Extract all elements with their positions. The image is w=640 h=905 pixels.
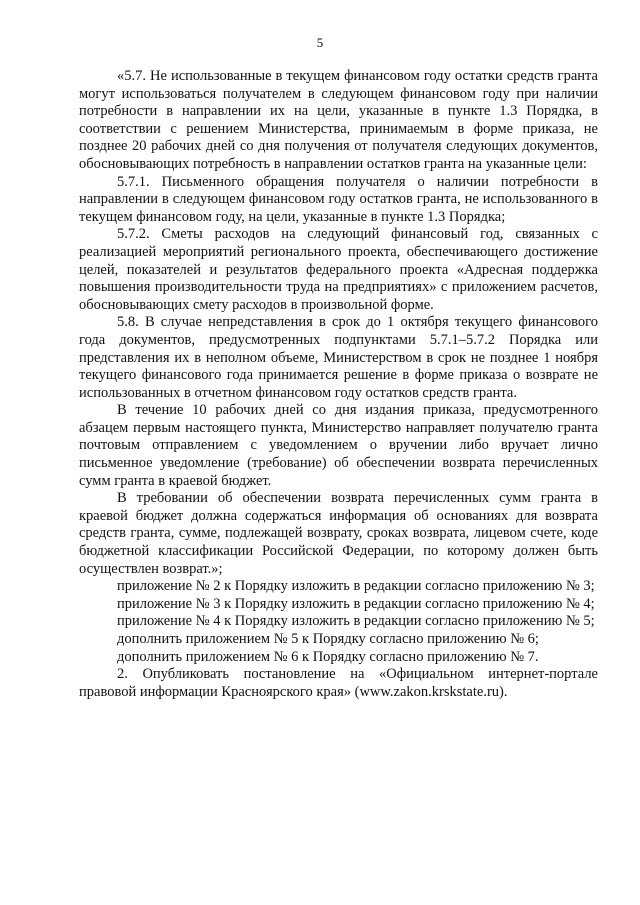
paragraph-5-7-1: 5.7.1. Письменного обращения получателя о наличии потребности в направлении в следующем финансовом году остатков гранта, не использованного в текущем финансовом году, на цели, указанные в пункте 1.3 Порядка; bbox=[79, 173, 598, 225]
paragraph-requirement: В требовании об обеспечении возврата перечисленных сумм гранта в краевой бюджет должна содержаться информация об основаниях для возврата средств гранта, сумме, подлежащей возврату, сроках возврата, лицевом счете, коде бюджетной классификации Российской Федерации, по которому должен быть осуществлен возврат.»; bbox=[79, 490, 598, 577]
paragraph-appendix-2: приложение № 2 к Порядку изложить в редакции согласно приложению № 3; bbox=[117, 578, 595, 595]
paragraph-notice: В течение 10 рабочих дней со дня издания приказа, предусмотренного абзацем первым настоящего пункта, Министерство направляет получателю гранта почтовым отправлением с уведомлением о вручении либо вручает лично письменное уведомление (требование) об обеспечении возврата перечисленных сумм гранта в краевой бюджет. bbox=[79, 402, 598, 489]
paragraph-5-8: 5.8. В случае непредставления в срок до 1 октября текущего финансового года документов, предусмотренных подпунктами 5.7.1–5.7.2 Порядка или представления их в неполном объеме, Министерством в срок не позднее 1 ноября текущего финансового года принимается решение в форме приказа о возврате не использованных в отчетном финансовом году остатков средств гранта. bbox=[79, 314, 598, 401]
page-number: 5 bbox=[316, 35, 324, 50]
paragraph-appendix-3: приложение № 3 к Порядку изложить в редакции согласно приложению № 4; bbox=[117, 595, 595, 612]
paragraph-appendix-4: приложение № 4 к Порядку изложить в редакции согласно приложению № 5; bbox=[117, 613, 595, 630]
paragraph-add-appendix-6: дополнить приложением № 6 к Порядку согласно приложению № 7. bbox=[117, 648, 539, 665]
paragraph-5-7: «5.7. Не использованные в текущем финансовом году остатки средств гранта могут использоваться получателем в следующем финансовом году при наличии потребности в направлении их на цели, указанные в пункте 1.3 Порядка, в соответствии с решением Министерства, принимаемым в форме приказа, не позднее 20 рабочих дней со дня получения от получателя следующих документов, обосновывающих потребность в направлении остатков гранта на указанные цели: bbox=[79, 68, 598, 172]
paragraph-5-7-2: 5.7.2. Сметы расходов на следующий финансовый год, связанных с реализацией мероприятий регионального проекта, обеспечивающего достижение целей, показателей и результатов федерального проекта «Адресная поддержка повышения производительности труда на предприятиях» с приложением расчетов, обосновывающих смету расходов в произвольной форме. bbox=[79, 226, 598, 313]
document-body bbox=[79, 68, 598, 701]
paragraph-add-appendix-5: дополнить приложением № 5 к Порядку согласно приложению № 6; bbox=[117, 631, 539, 647]
paragraph-publish: 2. Опубликовать постановление на «Официальном интернет-портале правовой информации Красноярского края» (www.zakon.krskstate.ru). bbox=[79, 666, 598, 700]
